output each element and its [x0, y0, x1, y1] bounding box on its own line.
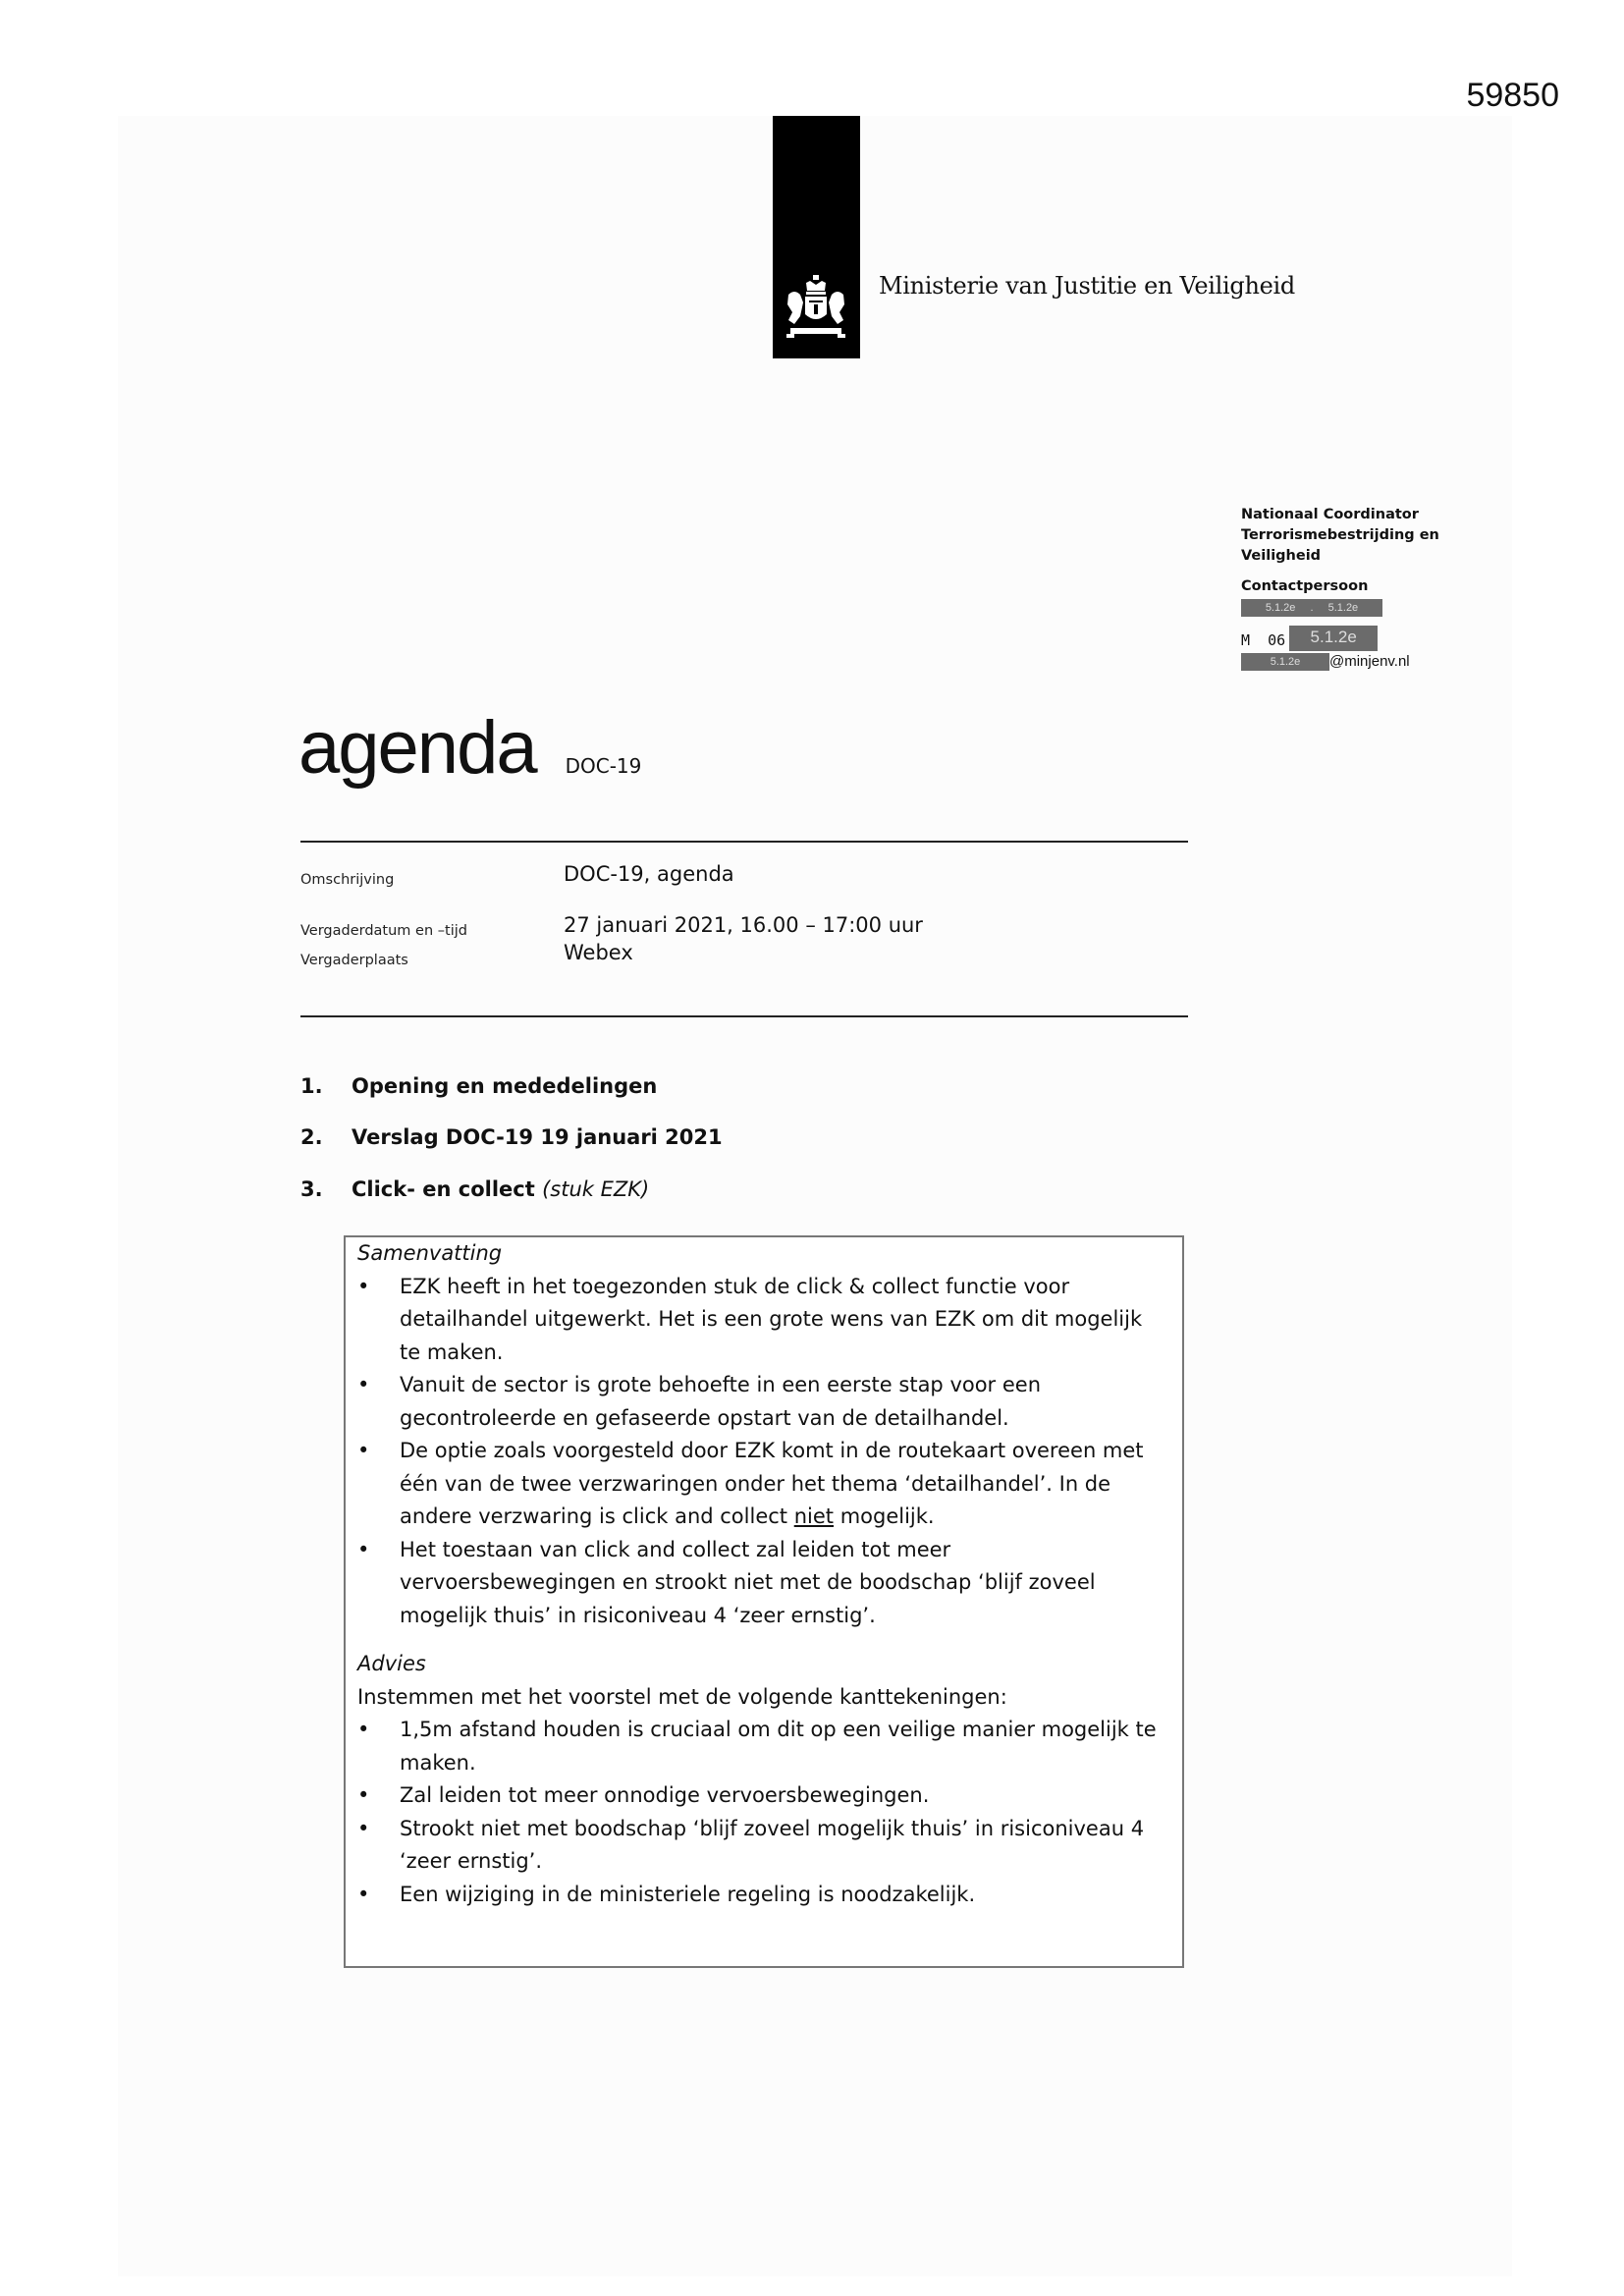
summary-bullet: • Vanuit de sector is grote behoefte in een eerste stap voor een gecontroleerde en gefaseerde opstart van de detailhandel.: [357, 1369, 1182, 1435]
meta-value-plaats: Webex: [564, 941, 633, 964]
underlined-text: niet: [793, 1504, 835, 1528]
document-number: 59850: [1466, 77, 1559, 114]
rijkswapen-crest-icon: [779, 273, 853, 348]
email-row: [1241, 651, 1496, 672]
contact-title: Contactpersoon: [1241, 578, 1369, 594]
meta-label-plaats: Vergaderplaats: [300, 953, 408, 968]
title-main: agenda: [298, 706, 536, 790]
agenda-item: 2. Verslag DOC-19 19 januari 2021: [300, 1125, 723, 1149]
advice-intro: Instemmen met het voorstel met de volgende kanttekeningen:: [357, 1684, 1007, 1709]
meta-label-omschrijving: Omschrijving: [300, 872, 395, 888]
redacted-email: 5.1.2e: [1241, 653, 1329, 671]
sender-info: [1241, 505, 1496, 672]
summary-list: [357, 1271, 1182, 1633]
divider-top: [300, 841, 1188, 843]
document-title: [298, 705, 641, 791]
advice-bullet: • Een wijziging in de ministeriele regeling is noodzakelijk.: [357, 1879, 1182, 1912]
title-sub: DOC-19: [565, 754, 642, 778]
redacted-contact-name: 5.1.2e . 5.1.2e: [1241, 599, 1382, 617]
divider-bottom: [300, 1015, 1188, 1017]
ministry-logo-bar: [773, 116, 860, 358]
ministry-name: Ministerie van Justitie en Veiligheid: [879, 272, 1295, 300]
redacted-phone: 5.1.2e: [1289, 626, 1378, 651]
email-domain: @minjenv.nl: [1329, 653, 1410, 670]
agenda-item: 3. Click- en collect (stuk EZK): [300, 1177, 650, 1201]
advice-bullet: • 1,5m afstand houden is cruciaal om dit op een veilige manier mogelijk te maken.: [357, 1714, 1182, 1779]
summary-bullet: • Het toestaan van click and collect zal leiden tot meer vervoersbewegingen en strookt niet met de boodschap ‘blijf zoveel mogelijk thuis’ in risiconiveau 4 ‘zeer ernstig’.: [357, 1534, 1182, 1633]
agenda-item: 1. Opening en mededelingen: [300, 1074, 658, 1098]
summary-bullet: • De optie zoals voorgesteld door EZK komt in de routekaart overeen met één van de twee verzwaringen onder het thema ‘detailhandel’. In de andere verzwaring is click and collect niet mogelijk.: [357, 1435, 1182, 1534]
advice-bullet: • Strookt niet met boodschap ‘blijf zoveel mogelijk thuis’ in risiconiveau 4 ‘zeer ernstig’.: [357, 1813, 1182, 1879]
summary-heading: Samenvatting: [357, 1241, 503, 1265]
meta-value-datum: 27 januari 2021, 16.00 – 17:00 uur: [564, 913, 923, 937]
organisation-name: Nationaal Coordinator Terrorismebestrijding en Veiligheid: [1241, 507, 1439, 564]
summary-advice-box: [344, 1235, 1184, 1968]
advice-list: [357, 1714, 1182, 1911]
meta-label-datum: Vergaderdatum en –tijd: [300, 923, 467, 939]
phone-row: [1241, 626, 1496, 651]
advice-heading: Advies: [357, 1652, 426, 1675]
advice-bullet: • Zal leiden tot meer onnodige vervoersbewegingen.: [357, 1779, 1182, 1813]
summary-bullet: • EZK heeft in het toegezonden stuk de click & collect functie voor detailhandel uitgewerkt. Het is een grote wens van EZK om dit mogelijk te maken.: [357, 1271, 1182, 1370]
meta-value-omschrijving: DOC-19, agenda: [564, 862, 734, 886]
phone-prefix: M 06: [1241, 631, 1286, 649]
